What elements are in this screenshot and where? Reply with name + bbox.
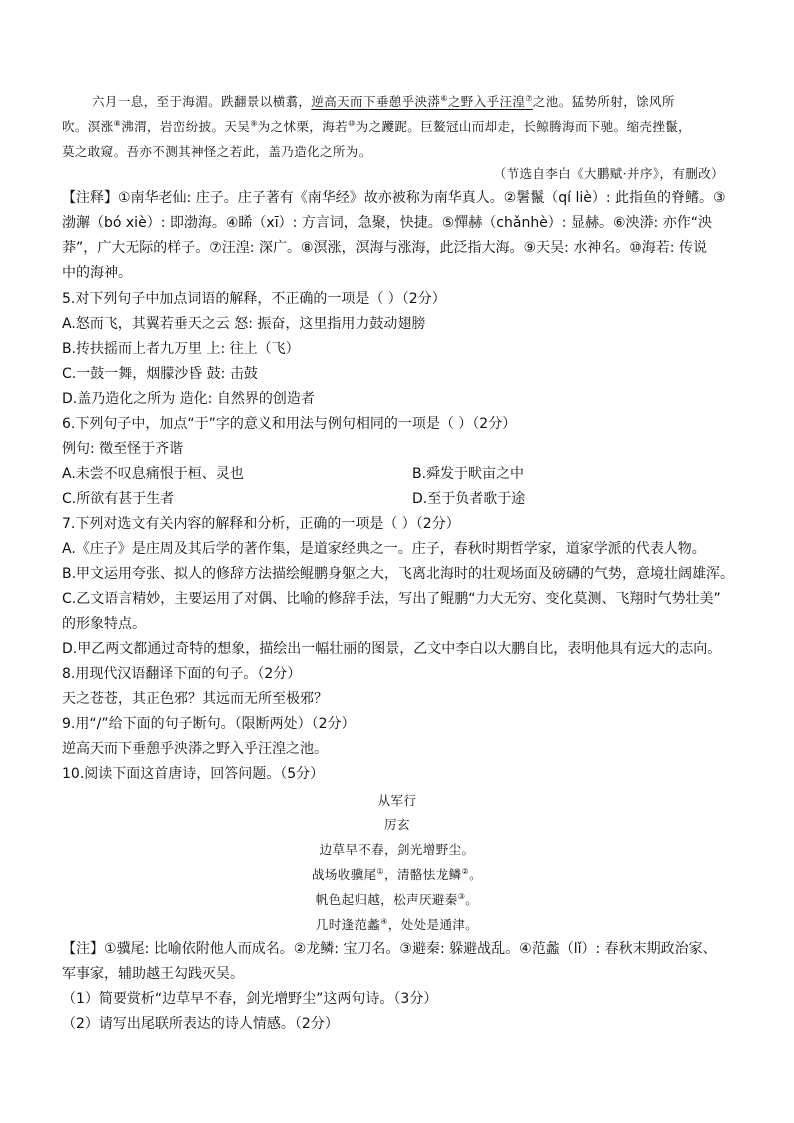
question-7-option-c: C.乙文语言精妙，主要运用了对偶、比喻的修辞手法，写出了鲲鹏“力大无穷、变化莫测、飞翔时气势壮美” (62, 591, 721, 607)
passage-text: 为之躨跜。巨鳌冠山而却走，长鲸腾海而下驰。缩壳挫鬣， (355, 119, 692, 134)
notes-line-3: 莽”，广大无际的样子。⑦汪湟: 深广。⑧溟涨，溟海与涨海，此泛指大海。⑨天吴: 水神名。⑩海若: 传说 (62, 240, 707, 256)
note-marker: ⑩ (348, 118, 356, 128)
notes-line-4: 中的海神。 (62, 265, 132, 281)
question-6-option-b: B.舜发于畎亩之中 (412, 466, 525, 482)
passage-text: 为之怵栗，海若 (257, 119, 349, 134)
poem-note-line-1: 【注】①骥尾: 比喻依附他人而成名。②龙鳞: 宝刀名。③避秦: 躲避战乱。④范蠡（lǐ）: 春秋末期政治家、 (62, 941, 717, 957)
underlined-sentence (311, 94, 533, 109)
question-7-option-a: A.《庄子》是庄周及其后学的著作集，是道家经典之一。庄子，春秋时期哲学家，道家学派的代表人物。 (62, 541, 706, 557)
note-marker: ④ (380, 916, 388, 926)
poem-note-line-2: 军事家，辅助越王勾践灭吴。 (62, 966, 244, 982)
question-6-option-d: D.至于负者歌于途 (412, 491, 526, 507)
question-6-option-c: C.所欲有甚于生者 (62, 491, 175, 507)
poem-line-3 (0, 890, 794, 910)
passage-text: 六月一息，至于海湄。跌翻景以横翥， (92, 94, 312, 109)
question-5-option-d: D.盖乃造化之所为 造化: 自然界的创造者 (62, 391, 315, 407)
poem-text: 帆色起归越，松声厌避秦 (315, 892, 458, 907)
note-marker: ⑥ (440, 93, 448, 103)
passage-text: 之池。猛势所射，馀风所 (532, 94, 675, 109)
question-6-option-a: A.未尝不叹息痛恨于桓、灵也 (62, 466, 244, 482)
poem-author: 厉玄 (384, 817, 410, 832)
poem-title: 从军行 (377, 793, 417, 808)
poem-text: 几时逢范蠡 (315, 917, 381, 932)
passage-line-1 (92, 92, 675, 112)
poem-text: 。 (469, 867, 482, 882)
question-7-option-c-cont: 的形象特点。 (62, 616, 146, 632)
passage-text: 沸渭，岩峦纷披。天吴 (121, 119, 251, 134)
question-7-stem: 7.下列对选文有关内容的解释和分析，正确的一项是（ ）（2分） (62, 516, 460, 532)
question-9-sentence: 逆高天而下垂憩乎泱漭之野入乎汪湟之池。 (62, 741, 328, 757)
poem-line-1: 边草早不春，剑光增野尘。 (319, 842, 475, 857)
question-10-sub-1: （1）简要赏析“边草早不春，剑光增野尘”这两句诗。（3分） (62, 991, 438, 1007)
question-9-stem: 9.用“/”给下面的句子断句。（限断两处）（2分） (62, 716, 356, 732)
question-7-option-d: D.甲乙两文都通过奇特的想象，描绘出一幅壮丽的图景，乙文中李白以大鹏自比，表明他具有远大的志向。 (62, 641, 722, 657)
question-10-stem: 10.阅读下面这首唐诗，回答问题。（5分） (62, 766, 325, 782)
notes-line-1: 【注释】①南华老仙: 庄子。庄子著有《南华经》故亦被称为南华真人。②䰇鬣（qí liè）: 此指鱼的脊鳍。③ (62, 190, 726, 206)
question-7-option-b: B.甲文运用夸张、拟人的修辞方法描绘鲲鹏身躯之大，飞离北海时的壮观场面及磅礴的气势，意境壮阔雄浑。 (62, 566, 735, 582)
passage-source: （节选自李白《大鹏赋·并序》，有删改） (493, 166, 724, 181)
poem-text: 战场收骥尾 (312, 867, 377, 882)
poem-text: 。 (465, 892, 479, 907)
poem-text: ，处处是通津。 (387, 917, 479, 932)
question-5-option-a: A.怒而飞，其翼若垂天之云 怒: 振奋，这里指用力鼓动翅膀 (62, 316, 426, 332)
question-5-option-c: C.一鼓一舞，烟朦沙昏 鼓: 击鼓 (62, 366, 258, 382)
poem-line-4 (0, 915, 794, 935)
notes-line-2: 渤澥（bó xiè）: 即渤海。④睎（xī）: 方言词，急聚，快捷。⑤憚赫（chǎnhè）: 显赫。⑥泱漭: 亦作“泱 (62, 215, 712, 231)
question-6-example: 例句: 徵至怪于齐谐 (62, 441, 184, 457)
question-5-option-b: B.抟扶摇而上者九万里 上: 往上（飞） (62, 341, 300, 357)
passage-text: 吹。溟涨 (62, 119, 114, 134)
passage-text: 逆高天而下垂憩乎泱漭 (311, 94, 441, 109)
question-8-stem: 8.用现代汉语翻译下面的句子。（2分） (62, 666, 302, 682)
question-10-sub-2: （2）请写出尾联所表达的诗人情感。（2分） (62, 1016, 339, 1032)
note-marker: ① (376, 866, 385, 876)
passage-line-2 (62, 117, 691, 137)
question-5-stem: 5.对下列句子中加点词语的解释，不正确的一项是（ ）（2分） (62, 291, 446, 307)
note-marker: ② (461, 866, 470, 876)
question-8-sentence: 天之苍苍，其正色邪？其远而无所至极邪？ (62, 691, 328, 707)
passage-text: 之野入乎汪湟 (447, 94, 526, 109)
note-marker: ⑦ (525, 93, 533, 103)
poem-text: ，清骼怯龙鳞 (384, 867, 462, 882)
note-marker: ③ (457, 891, 466, 901)
note-marker: ⑧ (113, 118, 122, 128)
question-6-stem: 6.下列句子中，加点“于”字的意义和用法与例句相同的一项是（ ）（2分） (62, 416, 517, 432)
note-marker: ⑨ (250, 118, 258, 128)
passage-line-3: 莫之敢窥。吾亦不测其神怪之若此，盖乃造化之所为。 (62, 144, 372, 159)
poem-line-2 (0, 865, 794, 885)
